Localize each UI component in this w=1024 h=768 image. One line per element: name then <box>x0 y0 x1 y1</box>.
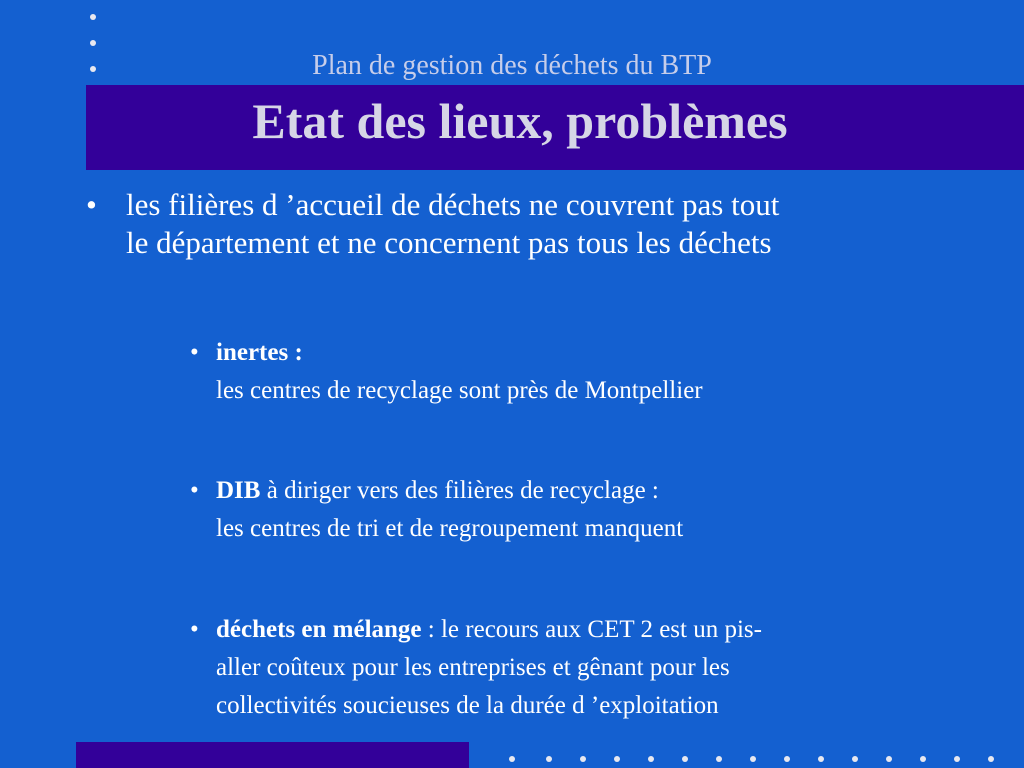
main-bullet-line: les filières d ’accueil de déchets ne couvrent pas tout <box>126 187 780 222</box>
sub-bullet-line: les centres de recyclage sont près de Montpellier <box>216 377 703 404</box>
slide-subtitle: Plan de gestion des déchets du BTP <box>312 50 712 81</box>
main-bullet-text <box>126 186 986 262</box>
decorative-dot <box>509 756 515 762</box>
sub-bullet-term: DIB <box>216 477 261 504</box>
sub-bullet-heading <box>216 611 976 649</box>
bullet-marker: • <box>190 477 199 504</box>
decorative-dot <box>784 756 790 762</box>
bullet-marker: • <box>190 339 199 366</box>
sub-bullet-body <box>216 334 976 410</box>
sub-bullet-body <box>216 611 976 725</box>
sub-bullet-term: déchets en mélange <box>216 616 422 643</box>
decorative-dot <box>988 756 994 762</box>
decorative-dot <box>614 756 620 762</box>
sub-bullet-heading <box>216 334 976 372</box>
decorative-dot <box>818 756 824 762</box>
bullet-marker: • <box>86 187 97 222</box>
sub-bullet-line: les centres de tri et de regroupement manquent <box>216 515 684 542</box>
sub-bullet-body <box>216 472 976 548</box>
decorative-dot <box>546 756 552 762</box>
decorative-dot <box>716 756 722 762</box>
sub-bullet-term: inertes : <box>216 339 303 366</box>
decorative-dot <box>90 40 96 46</box>
bullet-marker: • <box>190 616 199 643</box>
decorative-dot <box>580 756 586 762</box>
decorative-dot <box>750 756 756 762</box>
decorative-dot <box>954 756 960 762</box>
decorative-dot <box>920 756 926 762</box>
sub-bullet-rest: à diriger vers des filières de recyclage : <box>260 477 659 504</box>
main-bullet-line: le département et ne concernent pas tous les déchets <box>126 225 772 260</box>
sub-bullet-rest: : le recours aux CET 2 est un pis- <box>421 616 762 643</box>
decorative-dot <box>886 756 892 762</box>
decorative-dot <box>90 14 96 20</box>
sub-bullet-line: aller coûteux pour les entreprises et gênant pour les <box>216 654 730 681</box>
decorative-dot <box>648 756 654 762</box>
sub-bullet-heading <box>216 472 976 510</box>
bottom-bar <box>76 742 469 768</box>
decorative-dot <box>682 756 688 762</box>
sub-bullet-line: collectivités soucieuses de la durée d ’exploitation <box>216 692 719 719</box>
decorative-dot <box>852 756 858 762</box>
slide-title: Etat des lieux, problèmes <box>252 93 788 149</box>
